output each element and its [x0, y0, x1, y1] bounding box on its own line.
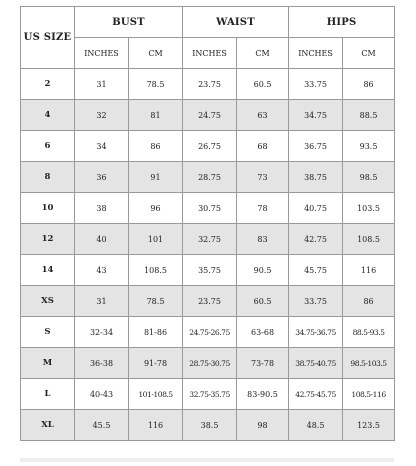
measurement-cell: 24.75-26.75 — [183, 317, 237, 348]
measurement-cell: 83 — [237, 224, 289, 255]
size-chart-container — [20, 6, 394, 462]
measurement-cell: 98 — [237, 410, 289, 441]
measurement-cell: 116 — [343, 255, 395, 286]
size-label: XL — [21, 410, 75, 441]
table-row — [21, 286, 395, 317]
measurement-cell: 91 — [129, 162, 183, 193]
measurement-cell: 101-108.5 — [129, 379, 183, 410]
table-row — [21, 162, 395, 193]
measurement-cell: 108.5 — [343, 224, 395, 255]
measurement-cell: 28.75-30.75 — [183, 348, 237, 379]
size-label: 8 — [21, 162, 75, 193]
measurement-cell: 24.75 — [183, 100, 237, 131]
measurement-cell: 32.75 — [183, 224, 237, 255]
measurement-cell: 63-68 — [237, 317, 289, 348]
measurement-cell: 32 — [75, 100, 129, 131]
table-row — [21, 348, 395, 379]
measurement-cell: 81 — [129, 100, 183, 131]
measurement-cell: 78.5 — [129, 286, 183, 317]
table-row — [21, 193, 395, 224]
measurement-cell: 38 — [75, 193, 129, 224]
measurement-cell: 86 — [343, 286, 395, 317]
measurement-cell: 45.5 — [75, 410, 129, 441]
measurement-cell: 36 — [75, 162, 129, 193]
size-label: 10 — [21, 193, 75, 224]
measurement-cell: 40 — [75, 224, 129, 255]
measurement-cell: 40-43 — [75, 379, 129, 410]
measurement-cell: 73 — [237, 162, 289, 193]
header-us-size: US SIZE — [21, 7, 75, 69]
measurement-cell: 30.75 — [183, 193, 237, 224]
measurement-cell: 90.5 — [237, 255, 289, 286]
unit-waist-cm: CM — [237, 38, 289, 69]
measurement-cell: 31 — [75, 69, 129, 100]
measurement-cell: 28.75 — [183, 162, 237, 193]
measurement-cell: 103.5 — [343, 193, 395, 224]
size-label: M — [21, 348, 75, 379]
measurement-cell: 108.5 — [129, 255, 183, 286]
measurement-cell: 81-86 — [129, 317, 183, 348]
measurement-cell: 63 — [237, 100, 289, 131]
measurement-cell: 108.5-116 — [343, 379, 395, 410]
measurement-cell: 33.75 — [289, 69, 343, 100]
measurement-cell: 31 — [75, 286, 129, 317]
measurement-cell: 48.5 — [289, 410, 343, 441]
header-bust: BUST — [75, 7, 183, 38]
table-row — [21, 69, 395, 100]
measurement-cell: 45.75 — [289, 255, 343, 286]
measurement-cell: 40.75 — [289, 193, 343, 224]
measurement-cell: 88.5-93.5 — [343, 317, 395, 348]
measurement-cell: 34 — [75, 131, 129, 162]
table-row — [21, 255, 395, 286]
measurement-cell: 23.75 — [183, 286, 237, 317]
size-label: L — [21, 379, 75, 410]
unit-bust-cm: CM — [129, 38, 183, 69]
size-label: XS — [21, 286, 75, 317]
measurement-cell: 26.75 — [183, 131, 237, 162]
unit-waist-inches: INCHES — [183, 38, 237, 69]
measurement-cell: 123.5 — [343, 410, 395, 441]
header-row-groups — [21, 7, 395, 38]
measurement-cell: 91-78 — [129, 348, 183, 379]
measurement-cell: 78.5 — [129, 69, 183, 100]
measurement-cell: 60.5 — [237, 69, 289, 100]
measurement-cell: 96 — [129, 193, 183, 224]
measurement-cell: 86 — [343, 69, 395, 100]
measurement-cell: 98.5-103.5 — [343, 348, 395, 379]
size-label: S — [21, 317, 75, 348]
measurement-cell: 38.5 — [183, 410, 237, 441]
measurement-cell: 73-78 — [237, 348, 289, 379]
measurement-cell: 68 — [237, 131, 289, 162]
measurement-cell: 36-38 — [75, 348, 129, 379]
table-row — [21, 224, 395, 255]
measurement-cell: 93.5 — [343, 131, 395, 162]
unit-bust-inches: INCHES — [75, 38, 129, 69]
unit-hips-cm: CM — [343, 38, 395, 69]
table-row — [21, 379, 395, 410]
header-waist: WAIST — [183, 7, 289, 38]
measurement-cell: 101 — [129, 224, 183, 255]
measurement-cell: 43 — [75, 255, 129, 286]
measurement-cell: 34.75 — [289, 100, 343, 131]
measurement-cell: 42.75-45.75 — [289, 379, 343, 410]
unit-hips-inches: INCHES — [289, 38, 343, 69]
size-label: 6 — [21, 131, 75, 162]
measurement-cell: 36.75 — [289, 131, 343, 162]
measurement-cell: 42.75 — [289, 224, 343, 255]
measurement-cell: 88.5 — [343, 100, 395, 131]
size-label: 4 — [21, 100, 75, 131]
bottom-shadow — [20, 458, 394, 462]
size-label: 12 — [21, 224, 75, 255]
measurement-cell: 38.75 — [289, 162, 343, 193]
table-row — [21, 100, 395, 131]
table-row — [21, 131, 395, 162]
table-row — [21, 317, 395, 348]
measurement-cell: 83-90.5 — [237, 379, 289, 410]
header-hips: HIPS — [289, 7, 395, 38]
size-label: 14 — [21, 255, 75, 286]
table-row — [21, 410, 395, 441]
measurement-cell: 23.75 — [183, 69, 237, 100]
measurement-cell: 33.75 — [289, 286, 343, 317]
measurement-cell: 116 — [129, 410, 183, 441]
measurement-cell: 35.75 — [183, 255, 237, 286]
measurement-cell: 86 — [129, 131, 183, 162]
measurement-cell: 60.5 — [237, 286, 289, 317]
measurement-cell: 32-34 — [75, 317, 129, 348]
measurement-cell: 38.75-40.75 — [289, 348, 343, 379]
size-label: 2 — [21, 69, 75, 100]
header-row-units — [21, 38, 395, 69]
measurement-cell: 98.5 — [343, 162, 395, 193]
size-rows — [21, 69, 395, 441]
measurement-cell: 78 — [237, 193, 289, 224]
measurement-cell: 32.75-35.75 — [183, 379, 237, 410]
size-chart-table — [20, 6, 395, 441]
measurement-cell: 34.75-36.75 — [289, 317, 343, 348]
